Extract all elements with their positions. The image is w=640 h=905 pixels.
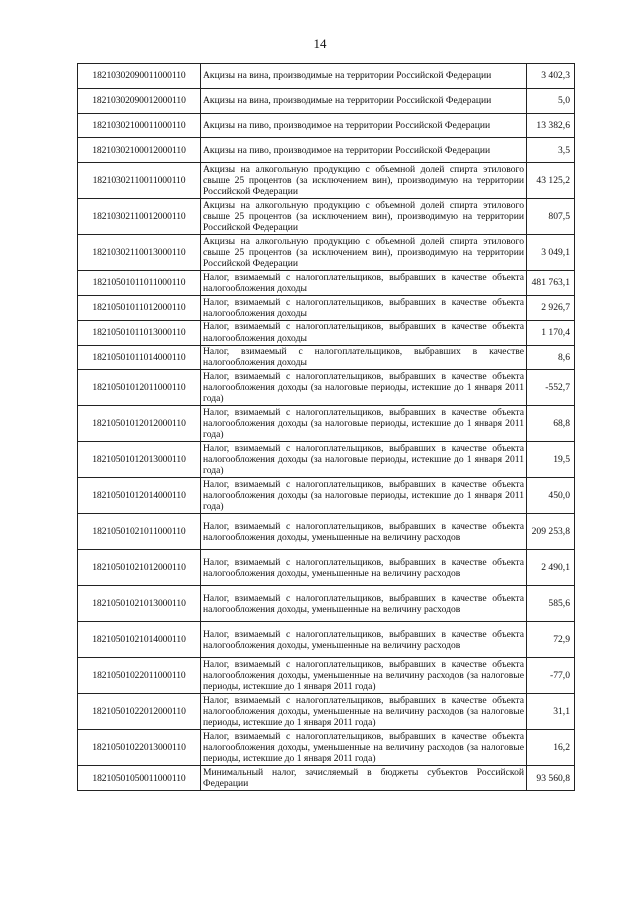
table-row — [78, 730, 575, 766]
amount-cell: 16,2 — [527, 730, 575, 766]
revenue-name-cell: Налог, взимаемый с налогоплательщиков, выбравших в качестве объекта налогообложения доходы (за налоговые периоды, истекшие до 1 января 2011 года) — [201, 478, 527, 514]
amount-cell: 585,6 — [527, 586, 575, 622]
amount-cell: 3 402,3 — [527, 64, 575, 89]
table-row — [78, 163, 575, 199]
revenue-name-cell: Минимальный налог, зачисляемый в бюджеты субъектов Российской Федерации — [201, 766, 527, 791]
revenue-name-cell: Налог, взимаемый с налогоплательщиков, выбравших в качестве объекта налогообложения доходы, уменьшенные на величину расходов — [201, 514, 527, 550]
amount-cell: 5,0 — [527, 88, 575, 113]
revenue-name-cell: Налог, взимаемый с налогоплательщиков, выбравших в качестве объекта налогообложения доходы, уменьшенные на величину расходов (за налоговые периоды, истекшие до 1 января 2011 года) — [201, 694, 527, 730]
classification-code-cell: 18210501012014000110 — [78, 478, 201, 514]
amount-cell: 8,6 — [527, 345, 575, 370]
table-row — [78, 138, 575, 163]
classification-code-cell: 18210302100011000110 — [78, 113, 201, 138]
revenue-name-cell: Акцизы на алкогольную продукцию с объемной долей спирта этилового свыше 25 процентов (за исключением вин), производимую на территории Российской Федерации — [201, 163, 527, 199]
table-row — [78, 199, 575, 235]
table-row — [78, 235, 575, 271]
revenue-name-cell: Налог, взимаемый с налогоплательщиков, выбравших в качестве объекта налогообложения доходы, уменьшенные на величину расходов (за налоговые периоды, истекшие до 1 января 2011 года) — [201, 658, 527, 694]
revenue-name-cell: Налог, взимаемый с налогоплательщиков, выбравших в качестве объекта налогообложения доходы (за налоговые периоды, истекшие до 1 января 2011 года) — [201, 370, 527, 406]
table-body — [78, 64, 575, 791]
table-row — [78, 406, 575, 442]
classification-code-cell: 18210501012011000110 — [78, 370, 201, 406]
table-row — [78, 370, 575, 406]
classification-code-cell: 18210501022011000110 — [78, 658, 201, 694]
amount-cell: 3 049,1 — [527, 235, 575, 271]
table-row — [78, 345, 575, 370]
table-row — [78, 478, 575, 514]
amount-cell: 93 560,8 — [527, 766, 575, 791]
amount-cell: 13 382,6 — [527, 113, 575, 138]
table-row — [78, 658, 575, 694]
classification-code-cell: 18210302110011000110 — [78, 163, 201, 199]
amount-cell: 450,0 — [527, 478, 575, 514]
budget-revenue-table — [77, 63, 575, 791]
amount-cell: 481 763,1 — [527, 271, 575, 296]
classification-code-cell: 18210501021012000110 — [78, 550, 201, 586]
amount-cell: 209 253,8 — [527, 514, 575, 550]
table-row — [78, 586, 575, 622]
amount-cell: 2 926,7 — [527, 295, 575, 320]
revenue-name-cell: Налог, взимаемый с налогоплательщиков, выбравших в качестве объекта налогообложения доходы — [201, 271, 527, 296]
amount-cell: 43 125,2 — [527, 163, 575, 199]
classification-code-cell: 18210501011013000110 — [78, 320, 201, 345]
classification-code-cell: 18210501050011000110 — [78, 766, 201, 791]
revenue-name-cell: Налог, взимаемый с налогоплательщиков, выбравших в качестве объекта налогообложения доходы (за налоговые периоды, истекшие до 1 января 2011 года) — [201, 442, 527, 478]
classification-code-cell: 18210501012013000110 — [78, 442, 201, 478]
revenue-name-cell: Акцизы на алкогольную продукцию с объемной долей спирта этилового свыше 25 процентов (за исключением вин), производимую на территории Российской Федерации — [201, 235, 527, 271]
table-row — [78, 622, 575, 658]
amount-cell: 19,5 — [527, 442, 575, 478]
classification-code-cell: 18210302110012000110 — [78, 199, 201, 235]
table-row — [78, 113, 575, 138]
revenue-name-cell: Налог, взимаемый с налогоплательщиков, выбравших в качестве объекта налогообложения доходы, уменьшенные на величину расходов (за налоговые периоды, истекшие до 1 января 2011 года) — [201, 730, 527, 766]
classification-code-cell: 18210501011011000110 — [78, 271, 201, 296]
revenue-name-cell: Налог, взимаемый с налогоплательщиков, выбравших в качестве объекта налогообложения доходы, уменьшенные на величину расходов — [201, 586, 527, 622]
classification-code-cell: 18210501011014000110 — [78, 345, 201, 370]
amount-cell: 68,8 — [527, 406, 575, 442]
classification-code-cell: 18210501021011000110 — [78, 514, 201, 550]
table-row — [78, 64, 575, 89]
classification-code-cell: 18210501022012000110 — [78, 694, 201, 730]
classification-code-cell: 18210501011012000110 — [78, 295, 201, 320]
table-row — [78, 694, 575, 730]
revenue-name-cell: Налог, взимаемый с налогоплательщиков, выбравших в качестве объекта налогообложения доходы — [201, 295, 527, 320]
amount-cell: 3,5 — [527, 138, 575, 163]
classification-code-cell: 18210302100012000110 — [78, 138, 201, 163]
revenue-name-cell: Налог, взимаемый с налогоплательщиков, выбравших в качестве объекта налогообложения доходы (за налоговые периоды, истекшие до 1 января 2011 года) — [201, 406, 527, 442]
table-row — [78, 271, 575, 296]
amount-cell: 807,5 — [527, 199, 575, 235]
table-row — [78, 550, 575, 586]
revenue-name-cell: Налог, взимаемый с налогоплательщиков, выбравших в качестве объекта налогообложения доходы, уменьшенные на величину расходов — [201, 550, 527, 586]
classification-code-cell: 18210501021014000110 — [78, 622, 201, 658]
revenue-name-cell: Акцизы на вина, производимые на территории Российской Федерации — [201, 88, 527, 113]
table-row — [78, 320, 575, 345]
revenue-name-cell: Акцизы на пиво, производимое на территории Российской Федерации — [201, 113, 527, 138]
amount-cell: 72,9 — [527, 622, 575, 658]
amount-cell: 31,1 — [527, 694, 575, 730]
table-row — [78, 295, 575, 320]
classification-code-cell: 18210501012012000110 — [78, 406, 201, 442]
revenue-name-cell: Акцизы на алкогольную продукцию с объемной долей спирта этилового свыше 25 процентов (за исключением вин), производимую на территории Российской Федерации — [201, 199, 527, 235]
amount-cell: -552,7 — [527, 370, 575, 406]
table-row — [78, 442, 575, 478]
classification-code-cell: 18210302110013000110 — [78, 235, 201, 271]
classification-code-cell: 18210302090011000110 — [78, 64, 201, 89]
revenue-name-cell: Налог, взимаемый с налогоплательщиков, выбравших в качестве налогообложения доходы — [201, 345, 527, 370]
table-row — [78, 514, 575, 550]
classification-code-cell: 18210302090012000110 — [78, 88, 201, 113]
classification-code-cell: 18210501022013000110 — [78, 730, 201, 766]
amount-cell: 2 490,1 — [527, 550, 575, 586]
table-row — [78, 766, 575, 791]
amount-cell: 1 170,4 — [527, 320, 575, 345]
table-row — [78, 88, 575, 113]
amount-cell: -77,0 — [527, 658, 575, 694]
revenue-name-cell: Налог, взимаемый с налогоплательщиков, выбравших в качестве объекта налогообложения доходы — [201, 320, 527, 345]
revenue-name-cell: Налог, взимаемый с налогоплательщиков, выбравших в качестве объекта налогообложения доходы, уменьшенные на величину расходов — [201, 622, 527, 658]
revenue-name-cell: Акцизы на вина, производимые на территории Российской Федерации — [201, 64, 527, 89]
classification-code-cell: 18210501021013000110 — [78, 586, 201, 622]
revenue-name-cell: Акцизы на пиво, производимое на территории Российской Федерации — [201, 138, 527, 163]
page-number: 14 — [313, 36, 327, 51]
